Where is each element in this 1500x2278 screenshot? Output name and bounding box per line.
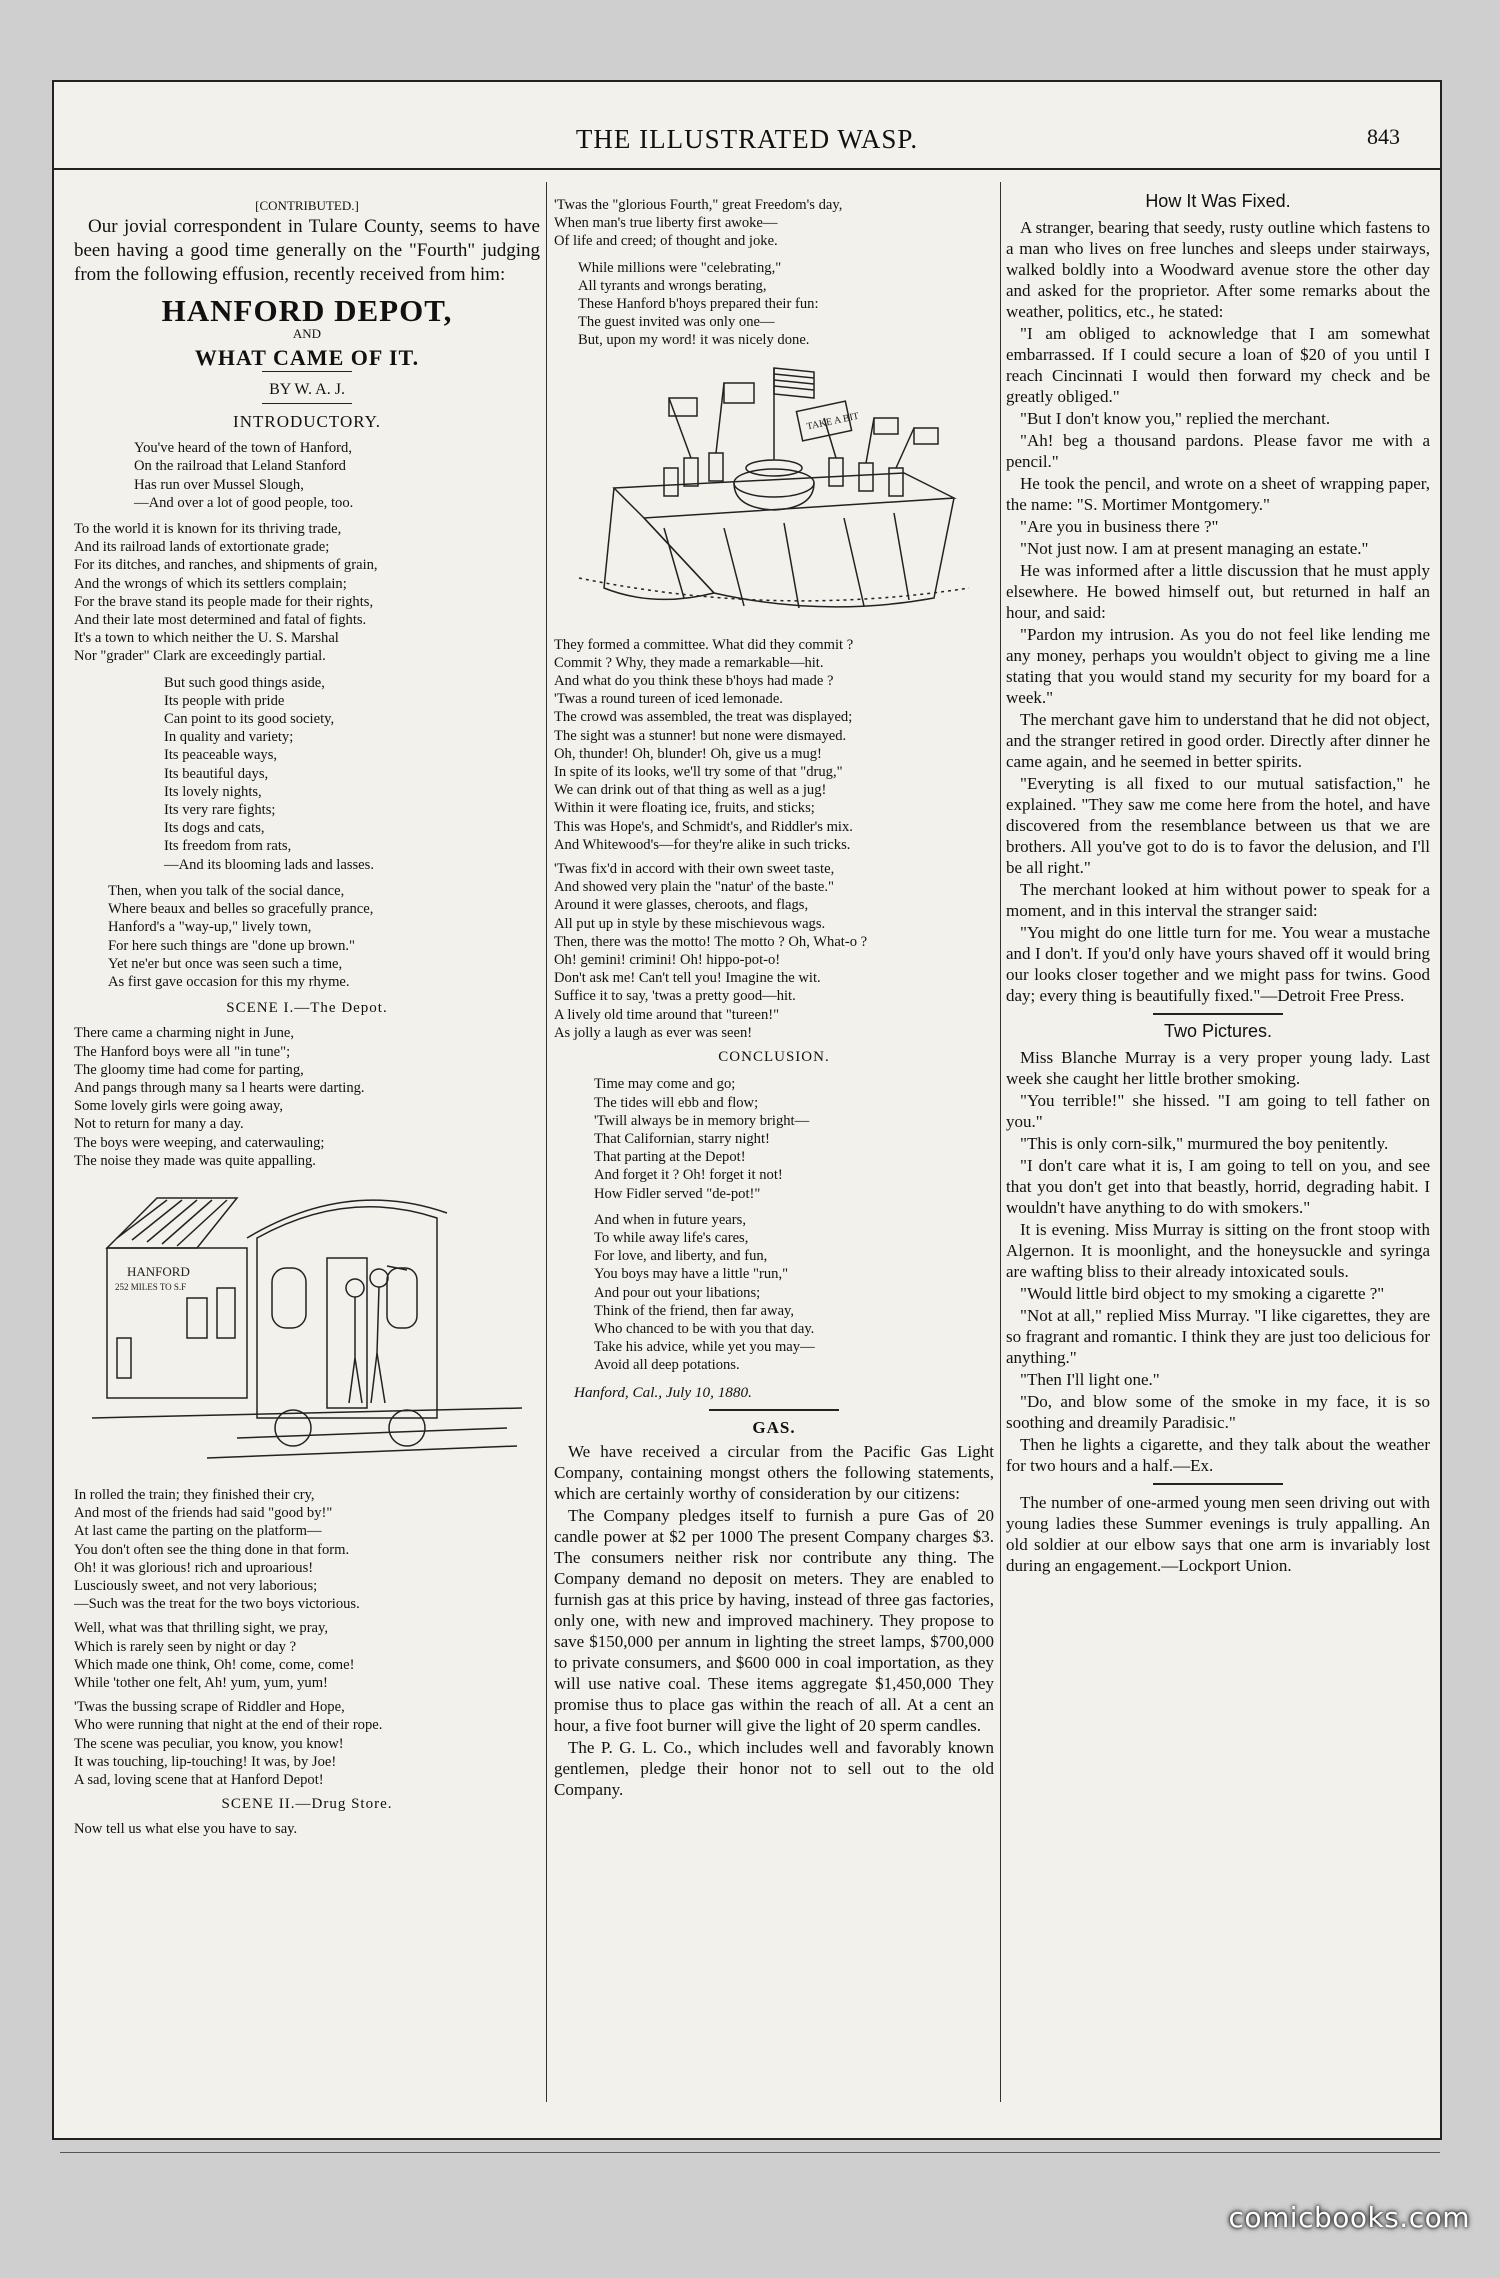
pictures-paragraph: "Not at all," replied Miss Murray. "I like cigarettes, they are so fragrant and romantic. I think they are just too delicious for anything." — [1006, 1306, 1430, 1368]
page-header — [54, 124, 1440, 170]
scene-heading: SCENE II.—Drug Store. — [221, 1796, 393, 1813]
stanza: And when in future years, To while away life's cares, For love, and liberty, and fun, You boys may have a little "run," And pour out your libations; Think of the friend, then far away, Who chanced to be with you that day. Take his advice, while yet you may— Avoid all deep potations. — [594, 1211, 815, 1374]
byline: BY W. A. J. — [269, 380, 345, 398]
pictures-article — [1006, 1047, 1430, 1476]
stanza: In rolled the train; they finished their cry, And most of the friends had said "good by!" At last came the parting on the platform— You don't often see the thing done in that form. Oh! it was glorious! rich and uproarious! Lusciously sweet, and not very laborious; —Such was the treat for the two boys victorious. — [74, 1486, 360, 1613]
scene-heading: SCENE I.—The Depot. — [226, 1000, 388, 1017]
fixed-paragraph: "You might do one little turn for me. You wear a mustache and I don't. If you'd only have yours shaved off it would bring our looks closer together and we might pass for twins. Good day; every thing is beautifully fixed."—Detroit Free Press. — [1006, 923, 1430, 1006]
last-line: Now tell us what else you have to say. — [74, 1821, 298, 1838]
section-divider — [709, 1409, 839, 1411]
gas-heading: GAS. — [752, 1417, 796, 1437]
fixed-paragraph: "Ah! beg a thousand pardons. Please favor me with a pencil." — [1006, 431, 1430, 472]
column-3 — [1006, 190, 1430, 2102]
introductory-heading: INTRODUCTORY. — [233, 412, 381, 432]
pictures-paragraph: It is evening. Miss Murray is sitting on the front stoop with Algernon. It is moonlight, and the honeysuckle and syringa are wafting bliss to their already intoxicated souls. — [1006, 1220, 1430, 1282]
poem-title: HANFORD DEPOT, — [161, 293, 453, 329]
gas-paragraph: The Company pledges itself to furnish a pure Gas of 20 candle power at $2 per 1000 The present Company charges $3. The consumers neither risk nor contribute any thing. The Company demand no deposit on meters. They are enabled to furnish gas at this price by having, instead of three gas factories, only one, with new and improved machinery. They propose to save $150,000 per annum in lighting the street lamps, $700,000 to private consumers, and $600 000 in coal importation, as they will use native coal. These items aggregate $1,450,000 They promise thus to place gas within the reach of all. At a cent an hour, a five foot burner will give the light of 20 sperm candles. — [554, 1505, 994, 1735]
column-rule-2 — [1000, 182, 1001, 2102]
fixed-paragraph: A stranger, bearing that seedy, rusty outline which fastens to a man who lives on free lunches and sleeps under stairways, walked boldly into a Woodward avenue store the other day and asked for the proprietor. After some remarks about the weather, politics, etc., he stated: — [1006, 218, 1430, 322]
stanza: Well, what was that thrilling sight, we pray, Which is rarely seen by night or day ? Which made one think, Oh! come, come, come! While 'tother one felt, Ah! yum, yum, yum! — [74, 1620, 355, 1691]
fixed-paragraph: "But I don't know you," replied the merchant. — [1020, 409, 1331, 429]
gas-paragraph: We have received a circular from the Pacific Gas Light Company, containing mongst others the following statements, which are certainly worthy of consideration by our citizens: — [554, 1441, 994, 1503]
pictures-paragraph: "This is only corn-silk," murmured the boy penitently. — [1020, 1134, 1389, 1154]
depot-illustration — [87, 1178, 527, 1478]
stanza: Then, when you talk of the social dance, Where beaux and belles so gracefully prance, Hanford's a "way-up," lively town, For here such things are "done up brown." Yet ne'er but once was seen such a time, As first gave occasion for this my rhyme. — [108, 882, 374, 990]
poem-subtitle: WHAT CAME OF IT. — [194, 344, 420, 370]
masthead-title: THE ILLUSTRATED WASP. — [575, 124, 919, 154]
stanza: Time may come and go; The tides will ebb and flow; 'Twill always be in memory bright— That Californian, starry night! That parting at the Depot! And forget it ? Oh! forget it not! How Fidler served "de-pot!" — [594, 1076, 810, 1202]
pictures-paragraph: Then he lights a cigarette, and they talk about the weather for two hours and a half.—Ex. — [1006, 1435, 1430, 1476]
conclusion-heading: CONCLUSION. — [718, 1049, 830, 1066]
depot-sign-distance: 252 MILES TO S.F — [115, 1281, 187, 1292]
title-rule — [262, 371, 352, 372]
fixed-paragraph: "Not just now. I am at present managing an estate." — [1020, 539, 1369, 559]
poem-signoff: Hanford, Cal., July 10, 1880. — [574, 1383, 752, 1401]
section-divider — [1153, 1013, 1283, 1015]
stanza: 'Twas the "glorious Fourth," great Freedom's day, When man's true liberty first awoke— Of life and creed; of thought and joke. — [554, 197, 843, 250]
fixed-paragraph: "Pardon my intrusion. As you do not feel like lending me any money, perhaps you wouldn't object to giving me a line stating that you would stand my security for my board for a week." — [1006, 625, 1430, 708]
stanza: But such good things aside, Its people with pride Can point to its good society, In quality and variety; Its peaceable ways, Its beautiful days, Its lovely nights, Its very rare fights; Its dogs and cats, Its freedom from rats, —And its blooming lads and lasses. — [164, 674, 374, 873]
byline-rule — [262, 403, 352, 404]
closing-paragraph: The number of one-armed young men seen driving out with young ladies these Summer evenings is truly appalling. An old soldier at our elbow says that one arm is invariably lost during an engagement.—Lockport Union. — [1006, 1493, 1430, 1576]
intro-paragraph: Our jovial correspondent in Tulare County, seems to have been having a good time generally on the "Fourth" judging from the following effusion, recently received from him: — [74, 216, 540, 286]
fixed-paragraph: The merchant looked at him without power to speak for a moment, and in this interval the stranger said: — [1006, 880, 1430, 921]
column-1 — [74, 190, 540, 2102]
tureen-table-illustration — [574, 358, 974, 628]
pictures-heading: Two Pictures. — [1163, 1021, 1273, 1042]
fixed-heading: How It Was Fixed. — [1145, 191, 1291, 211]
stanza: You've heard of the town of Hanford, On the railroad that Leland Stanford Has run over Mussel Slough, —And over a lot of good people, too. — [134, 440, 354, 511]
fixed-paragraph: He took the pencil, and wrote on a sheet of wrapping paper, the name: "S. Mortimer Montgomery." — [1006, 474, 1430, 515]
fixed-paragraph: The merchant gave him to understand that he did not object, and the stranger retired in good order. Directly after dinner he came again, and he seemed in better spirits. — [1006, 710, 1430, 772]
fixed-paragraph: "I am obliged to acknowledge that I am somewhat embarrassed. If I could secure a loan of $20 of you until I reach Cincinnati I would then forward my check and be greatly obliged." — [1006, 324, 1430, 407]
fixed-paragraph: "Are you in business there ?" — [1020, 517, 1219, 537]
bottom-rule — [60, 2152, 1440, 2153]
stanza: To the world it is known for its thriving trade, And its railroad lands of extortionate grade; For its ditches, and ranches, and shipments of grain, And the wrongs of which its settlers complain; For the brave stand its people made for their rights, And their late most determined and fatal of fights. It's a town to which neither the U. S. Marshal Nor "grader" Clark are exceedingly partial. — [74, 521, 378, 665]
column-rule-1 — [546, 182, 547, 2102]
watermark: comicbooks.com — [1228, 2201, 1470, 2234]
stanza: 'Twas fix'd in accord with their own sweet taste, And showed very plain the "natur' of the baste." Around it were glasses, cheroots, and flags, All put up in style by these mischievous wags. Then, there was the motto! The motto ? Oh, What-o ? Oh! gemini! crimini! Oh! hippo-pot-o! Don't ask me! Can't tell you! Imagine the wit. Suffice it to say, 'twas a pretty good—hit. A lively old time around that "tureen!" As jolly a laugh as ever was seen! — [554, 861, 868, 1041]
pictures-paragraph: "Would little bird object to my smoking a cigarette ?" — [1020, 1284, 1385, 1304]
magazine-page — [52, 80, 1442, 2140]
stanza: 'Twas the bussing scrape of Riddler and Hope, Who were running that night at the end of their rope. The scene was peculiar, you know, you know! It was touching, lip-touching! It was, by Joe! A sad, loving scene that at Hanford Depot! — [74, 1699, 383, 1788]
fixed-paragraph: He was informed after a little discussion that he must apply elsewhere. He bowed himself out, but returned in half an hour, and said: — [1006, 561, 1430, 623]
stanza: They formed a committee. What did they commit ? Commit ? Why, they made a remarkable—hit. And what do you think these b'hoys had made ? 'Twas a round tureen of iced lemonade. The crowd was assembled, the treat was displayed; The sight was a stunner! but none were dismayed. Oh, thunder! Oh, blunder! Oh, give us a mug! In spite of its looks, we'll try some of that "drug," We can drink out of that thing as well as a jug! Within it were floating ice, fruits, and sticks; This was Hope's, and Schmidt's, and Riddler's mix. And Whitewood's—for they're alike in such tricks. — [554, 636, 854, 853]
fixed-article — [1006, 217, 1430, 1006]
poem-title-and: AND — [292, 326, 322, 342]
column-2 — [554, 190, 994, 2102]
pictures-paragraph: "I don't care what it is, I am going to tell on you, and see that you don't get into that beastly, horrid, degrading habit. I wouldn't have anything to do with smokers." — [1006, 1156, 1430, 1218]
stanza: While millions were "celebrating," All tyrants and wrongs berating, These Hanford b'hoys prepared their fun: The guest invited was only one— But, upon my word! it was nicely done. — [578, 259, 819, 349]
pictures-paragraph: Miss Blanche Murray is a very proper young lady. Last week she caught her little brother smoking. — [1006, 1048, 1430, 1089]
pictures-paragraph: "Do, and blow some of the smoke in my face, it is so soothing and dreamily Paradisic." — [1006, 1392, 1430, 1433]
pictures-paragraph: "Then I'll light one." — [1020, 1370, 1160, 1390]
section-divider — [1153, 1483, 1283, 1485]
stanza: There came a charming night in June, The Hanford boys were all "in tune"; The gloomy time had come for parting, And pangs through many sa l hearts were darting. Some lovely girls were going away, Not to return for many a day. The boys were weeping, and caterwauling; The noise they made was quite appalling. — [74, 1025, 365, 1169]
fixed-paragraph: "Everyting is all fixed to our mutual satisfaction," he explained. "They saw me come here from the hotel, and have discovered from the resemblance between us that we are brothers. All you've got to do is to favor the delusion, and I'll be all right." — [1006, 774, 1430, 878]
page-number: 843 — [1367, 124, 1400, 149]
contributed-note: [CONTRIBUTED.] — [255, 198, 359, 213]
tureen-sign-text: TAKE A BIT — [805, 410, 860, 433]
depot-sign-text: HANFORD — [127, 1263, 190, 1279]
gas-paragraph: The P. G. L. Co., which includes well and favorably known gentlemen, pledge their honor not to sell out to the old Company. — [554, 1737, 994, 1799]
pictures-paragraph: "You terrible!" she hissed. "I am going to tell father on you." — [1006, 1091, 1430, 1132]
